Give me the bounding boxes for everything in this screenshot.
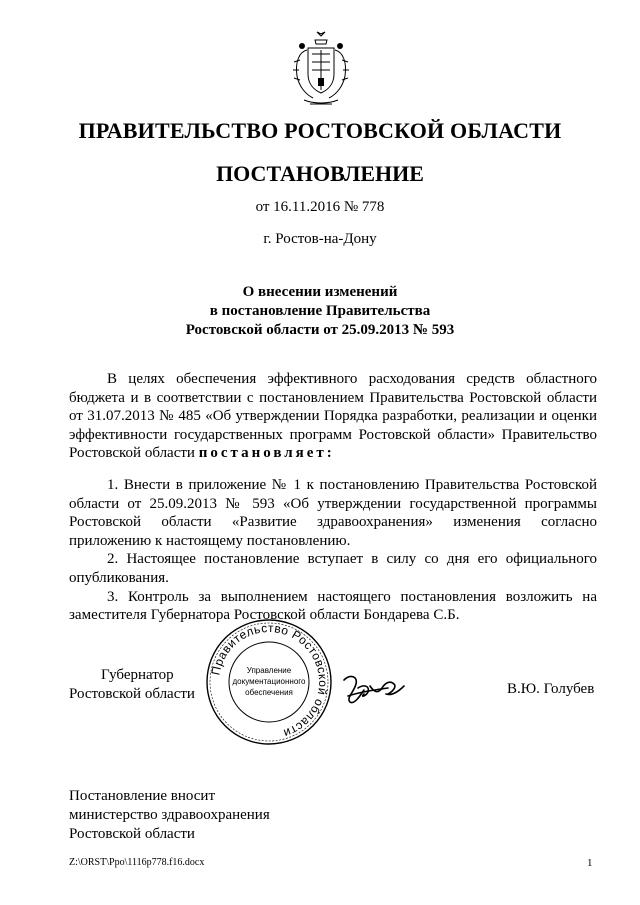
signer-name: В.Ю. Голубев xyxy=(507,681,595,697)
subject-line: О внесении изменений xyxy=(242,284,398,300)
position-line: Ростовской области xyxy=(69,686,195,702)
document-type: ПОСТАНОВЛЕНИЕ xyxy=(216,161,424,186)
preamble-paragraph xyxy=(69,370,597,463)
submitted-line: Постановление вносит xyxy=(69,788,216,804)
document-city: г. Ростов-на-Дону xyxy=(263,231,377,247)
preamble-text: В целях обеспечения эффективного расходования средств областного бюджета и в соответствии с постановлением Правительства Ростовской области от 31.07.2013 № 485 «Об утверждении Порядка разработки, реализации и оценки эффективности государственных программ Ростовской области» Правительство Ростовской области xyxy=(69,371,597,462)
handwritten-signature xyxy=(340,668,410,708)
seal-center-line: Управление xyxy=(246,666,292,675)
seal-ring-text: Правительство Ростовской области xyxy=(208,620,331,741)
subject-line: Ростовской области от 25.09.2013 № 593 xyxy=(185,322,455,338)
page-number: 1 xyxy=(587,857,593,869)
seal-center-line: обеспечения xyxy=(245,688,293,697)
footer-file-path: Z:\ORST\Ppo\1116p778.f16.docx xyxy=(69,857,205,868)
decree-item: 2. Настоящее постановление вступает в силу со дня его официального опубликования. xyxy=(69,551,597,586)
government-title: ПРАВИТЕЛЬСТВО РОСТОВСКОЙ ОБЛАСТИ xyxy=(78,118,562,143)
position-line: Губернатор xyxy=(101,667,174,683)
official-seal xyxy=(204,617,334,747)
submitted-line: Ростовской области xyxy=(69,826,195,842)
seal-center-line: документационного xyxy=(232,677,306,686)
decree-word: постановляет: xyxy=(198,445,335,462)
decree-item: 3. Контроль за выполнением настоящего постановления возложить на заместителя Губернатора Ростовской области Бондарева С.Б. xyxy=(69,588,597,624)
document-subject xyxy=(0,283,640,340)
signer-position xyxy=(69,666,195,704)
coat-of-arms-icon xyxy=(290,30,352,108)
submitted-line: министерство здравоохранения xyxy=(69,807,270,823)
submitted-by-block xyxy=(69,787,270,844)
subject-line: в постановление Правительства xyxy=(209,303,431,319)
decree-items xyxy=(69,476,597,625)
decree-item: 1. Внести в приложение № 1 к постановлению Правительства Ростовской области от 25.09.2013 № 593 «Об утверждении государственной программы Ростовской области «Развитие здравоохранения» изменения согласно приложению к настоящему постановлению. xyxy=(69,477,597,549)
document-date-number: от 16.11.2016 № 778 xyxy=(255,199,385,215)
